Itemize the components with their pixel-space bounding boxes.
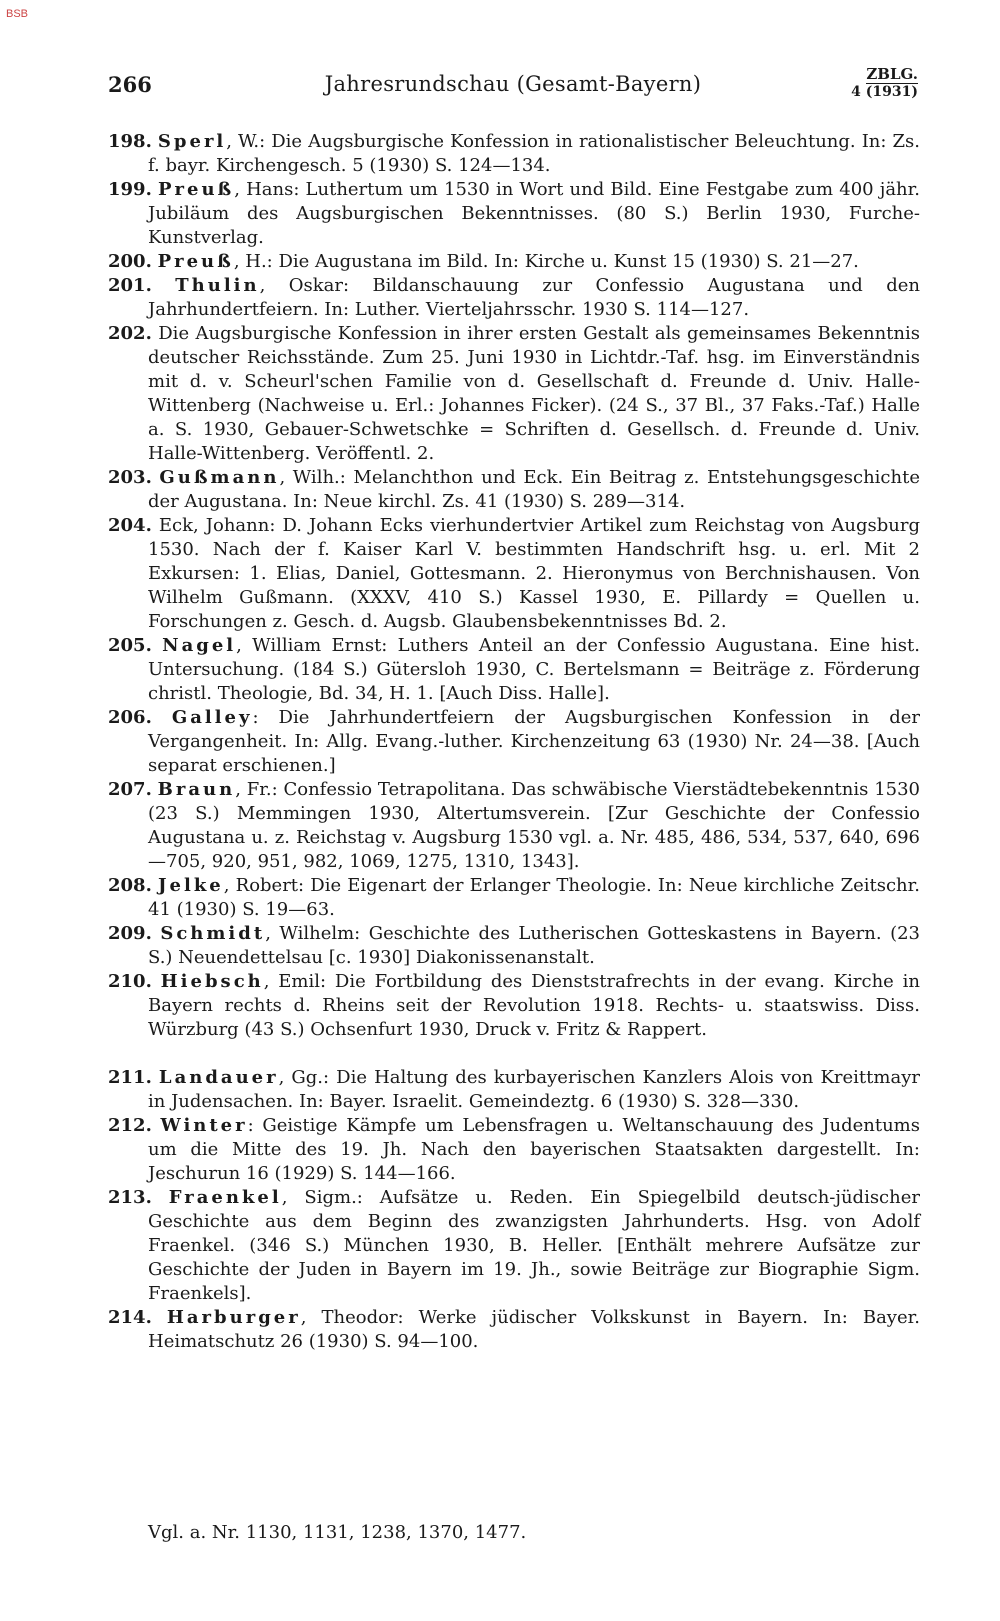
bibliography-entry: 201. Thulin, Oskar: Bildanschauung zur Confessio Augustana und den Jahrhundertfeiern. In: Luther. Vierteljahrsschr. 1930 S. 114—127. [108,275,920,320]
see-also-note: Vgl. a. Nr. 1130, 1131, 1238, 1370, 1477. [148,1522,527,1543]
bibliography-entry: 208. Jelke, Robert: Die Eigenart der Erlanger Theologie. In: Neue kirchliche Zeitschr. 41 (1930) S. 19—63. [108,875,920,920]
bibliography-list [108,130,920,1354]
bibliography-entry: 210. Hiebsch, Emil: Die Fortbildung des Dienststrafrechts in der evang. Kirche in Bayern rechts d. Rheins seit der Revolution 1918. Rechts- u. staatswiss. Diss. Würzburg (43 S.) Ochsenfurt 1930, Druck v. Fritz & Rappert. [108,971,920,1040]
bibliography-entry: 198. Sperl, W.: Die Augsburgische Konfession in rationalistischer Beleuchtung. In: Zs. f. bayr. Kirchengesch. 5 (1930) S. 124—134. [108,131,920,176]
bibliography-entry: 203. Gußmann, Wilh.: Melanchthon und Eck. Ein Beitrag z. Entstehungsgeschichte der Augustana. In: Neue kirchl. Zs. 41 (1930) S. 289—314. [108,467,920,512]
library-stamp: BSB [6,8,29,20]
bibliography-entry: 199. Preuß, Hans: Luthertum um 1530 in Wort und Bild. Eine Festgabe zum 400 jähr. Jubiläum des Augsburgischen Bekenntnisses. (80 S.) Berlin 1930, Furche-Kunstverlag. [108,179,920,248]
volume-journal: ZBLG. [866,65,918,83]
volume-reference [851,66,918,100]
bibliography-entry: 207. Braun, Fr.: Confessio Tetrapolitana. Das schwäbische Vierstädtebekenntnis 1530 (23 S.) Memmingen 1930, Altertumsverein. [Zur Geschichte der Confessio Augustana u. z. Reichstag v. Augsburg 1530 vgl. a. Nr. 485, 486, 534, 537, 640, 696—705, 920, 951, 982, 1069, 1275, 1310, 1343]. [108,779,920,872]
bibliography-entry: 204. Eck, Johann: D. Johann Ecks vierhundertvier Artikel zum Reichstag von Augsburg 1530. Nach der f. Kaiser Karl V. bestimmten Handschrift hsg. u. erl. Mit 2 Exkursen: 1. Elias, Daniel, Gottesmann. 2. Hieronymus von Berchnishausen. Von Wilhelm Gußmann. (XXXV, 410 S.) Kassel 1930, E. Pillardy = Quellen u. Forschungen z. Gesch. d. Augsb. Glaubensbekenntnisses Bd. 2. [108,515,920,632]
bibliography-entry: 202. Die Augsburgische Konfession in ihrer ersten Gestalt als gemeinsames Bekenntnis deutscher Reichsstände. Zum 25. Juni 1930 in Lichtdr.-Taf. hsg. im Einverständnis mit d. v. Scheurl'schen Familie von d. Gesellschaft d. Freunde d. Univ. Halle-Wittenberg (Nachweise u. Erl.: Johannes Ficker). (24 S., 37 Bl., 37 Faks.-Taf.) Halle a. S. 1930, Gebauer-Schwetschke = Schriften d. Gesellsch. d. Freunde d. Univ. Halle-Wittenberg. Veröffentl. 2. [108,323,921,464]
bibliography-entry: 211. Landauer, Gg.: Die Haltung des kurbayerischen Kanzlers Alois von Kreittmayr in Judensachen. In: Bayer. Israelit. Gemeindeztg. 6 (1930) S. 328—330. [108,1067,920,1112]
page-number: 266 [108,72,152,97]
bibliography-entry: 206. Galley: Die Jahrhundertfeiern der Augsburgischen Konfession in der Vergangenheit. In: Allg. Evang.-luther. Kirchenzeitung 63 (1930) Nr. 24—38. [Auch separat erschienen.] [108,707,920,776]
page-header [108,66,918,110]
bibliography-entry: 213. Fraenkel, Sigm.: Aufsätze u. Reden. Ein Spiegelbild deutsch-jüdischer Geschichte aus dem Beginn des zwanzigsten Jahrhunderts. Hsg. von Adolf Fraenkel. (346 S.) München 1930, B. Heller. [Enthält mehrere Aufsätze zur Geschichte der Juden in Bayern im 19. Jh., sowie Beiträge zur Biographie Sigm. Fraenkels]. [108,1187,920,1304]
bibliography-entry: 214. Harburger, Theodor: Werke jüdischer Volkskunst in Bayern. In: Bayer. Heimatschutz 26 (1930) S. 94—100. [108,1307,920,1352]
bibliography-entry: 209. Schmidt, Wilhelm: Geschichte des Lutherischen Gotteskastens in Bayern. (23 S.) Neuendettelsau [c. 1930] Diakonissenanstalt. [108,923,920,968]
bibliography-entry: 200. Preuß, H.: Die Augustana im Bild. In: Kirche u. Kunst 15 (1930) S. 21—27. [108,251,859,272]
volume-year: 4 (1931) [851,84,918,100]
bibliography-entry: 212. Winter: Geistige Kämpfe um Lebensfragen u. Weltanschauung des Judentums um die Mitte des 19. Jh. Nach den bayerischen Staatsakten dargestellt. In: Jeschurun 16 (1929) S. 144—166. [108,1115,920,1184]
running-title: Jahresrundschau (Gesamt-Bayern) [324,72,702,96]
bibliography-entry: 205. Nagel, William Ernst: Luthers Anteil an der Confessio Augustana. Eine hist. Untersuchung. (184 S.) Gütersloh 1930, C. Bertelsmann = Beiträge z. Förderung christl. Theologie, Bd. 34, H. 1. [Auch Diss. Halle]. [108,635,920,704]
section-gap [108,1042,920,1066]
